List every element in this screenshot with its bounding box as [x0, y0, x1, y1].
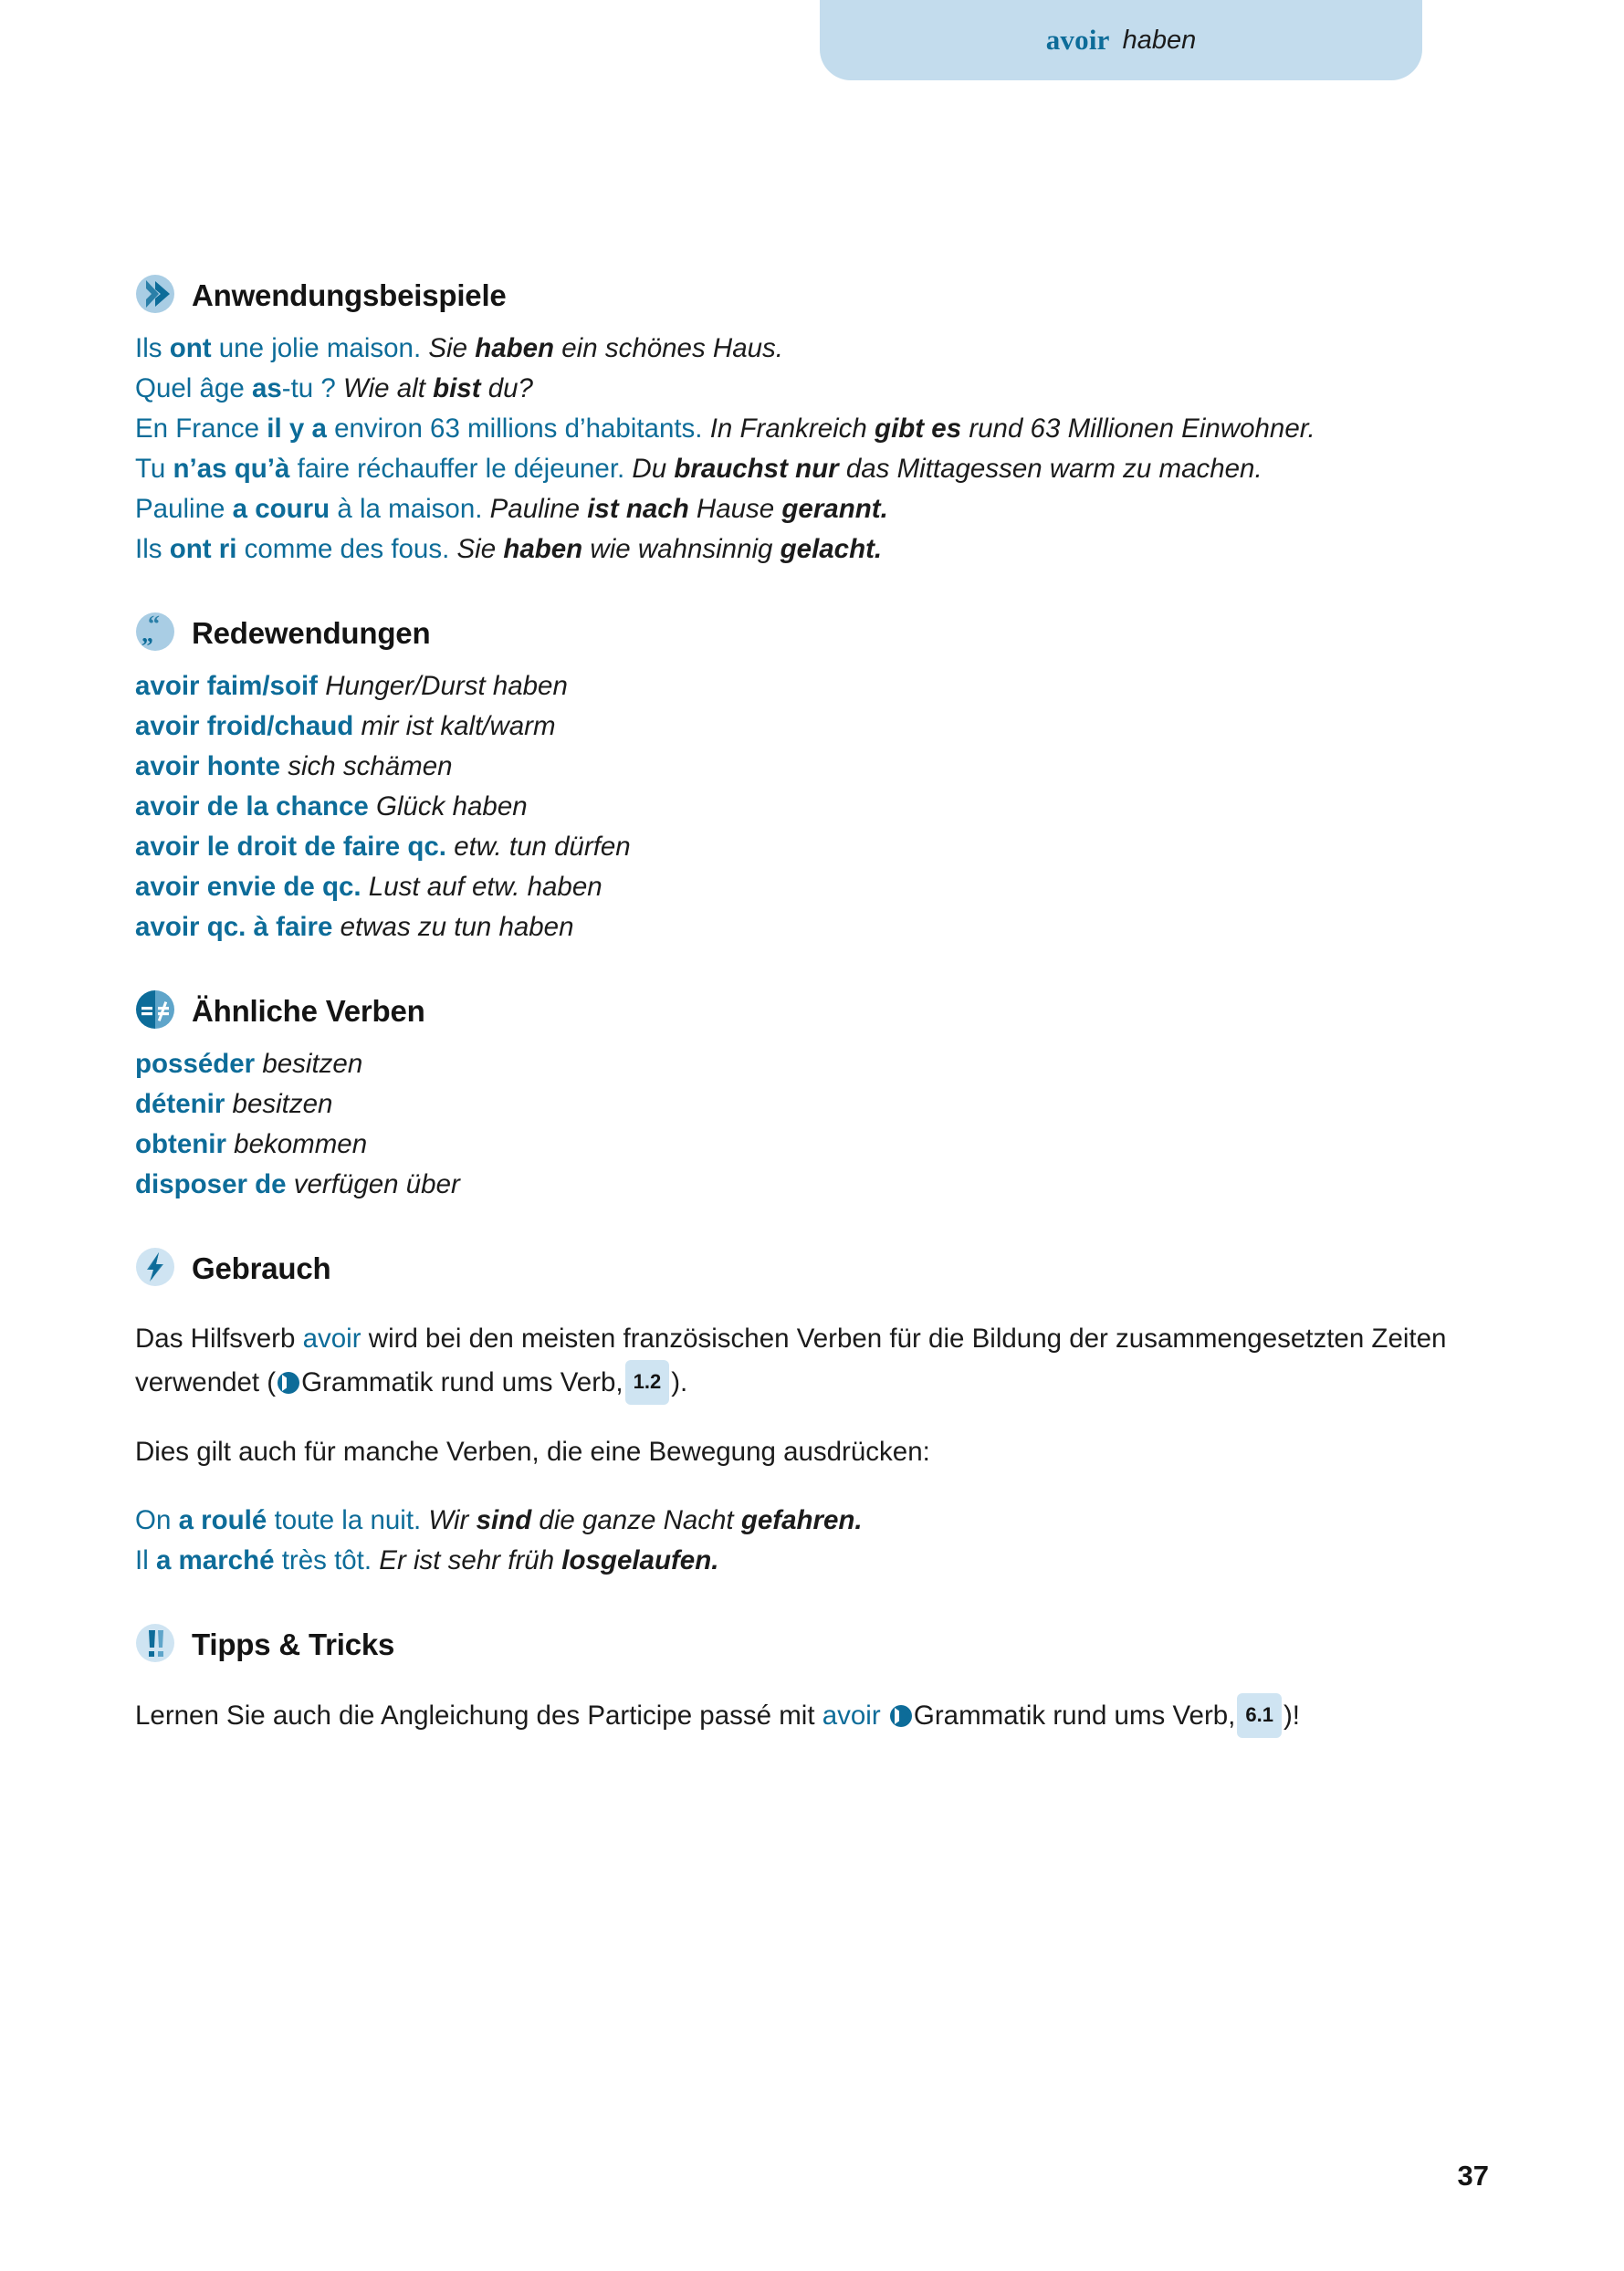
example-fr-pre: Pauline: [135, 494, 233, 524]
example-de-bold: haben: [503, 534, 583, 564]
example-de-pre: Sie: [421, 333, 476, 363]
svg-text:“: “: [148, 612, 160, 637]
usage-text-3: ).: [671, 1366, 688, 1397]
idiom-fr: avoir de la chance: [135, 791, 369, 822]
usage-fr-bold: a roulé: [178, 1504, 267, 1535]
section-tips-title: Tipps & Tricks: [192, 1627, 395, 1661]
section-similar-verbs: [135, 989, 1450, 1205]
example-fr-bold: n’as qu’à: [173, 454, 290, 484]
idiom-de: Lust auf etw. haben: [361, 872, 602, 902]
similar-verb-de: bekommen: [225, 1129, 368, 1159]
idiom-fr: avoir faim/soif: [135, 671, 319, 701]
usage-de-pre: Wir: [421, 1504, 477, 1535]
reference-badge[interactable]: 6.1: [1237, 1693, 1282, 1738]
idiom-line: [135, 827, 1450, 867]
section-usage: [135, 1247, 1450, 1581]
spacer: [135, 1586, 1450, 1623]
section-examples-header: [135, 274, 1450, 318]
example-fr-bold: il y a: [267, 413, 327, 444]
example-de-pre: In Frankreich: [702, 413, 875, 444]
similar-verb-line: [135, 1044, 1450, 1084]
idiom-line: [135, 907, 1450, 947]
example-fr-bold: ont: [169, 333, 212, 363]
chapter-header-tab: [820, 0, 1422, 80]
idiom-de: etwas zu tun haben: [332, 912, 574, 942]
usage-de-post: die ganze Nacht: [531, 1504, 741, 1535]
section-usage-header: [135, 1247, 1450, 1291]
example-de-post: das Mittagessen warm zu machen.: [838, 454, 1263, 484]
example-de-bold2: gerannt.: [781, 494, 888, 524]
example-de-pre: Pauline: [482, 494, 588, 524]
example-de-pre: Du: [624, 454, 675, 484]
idiom-fr: avoir qc. à faire: [135, 912, 333, 942]
example-de-post: ein schönes Haus.: [554, 333, 783, 363]
usage-fr-bold: a marché: [155, 1544, 275, 1575]
section-tips-header: [135, 1623, 1450, 1667]
double-chevron-icon: [135, 274, 175, 318]
idiom-fr: avoir froid/chaud: [135, 711, 354, 741]
example-line: [135, 529, 1450, 570]
usage-ref-text: Grammatik rund ums Verb,: [301, 1366, 623, 1397]
idiom-line: [135, 787, 1450, 827]
similar-verb-de: verfügen über: [286, 1169, 460, 1199]
idiom-fr: avoir le droit de faire qc.: [135, 832, 446, 862]
example-fr-post: faire réchauffer le déjeuner.: [289, 454, 625, 484]
exclamation-mark-icon: [135, 1623, 175, 1667]
tips-verb: avoir: [822, 1701, 881, 1731]
quotation-marks-icon: [135, 612, 175, 655]
example-de-bold: haben: [475, 333, 555, 363]
tips-text-3: )!: [1283, 1701, 1300, 1731]
section-usage-title: Gebrauch: [192, 1251, 331, 1285]
usage-fr-pre: Il: [135, 1544, 156, 1575]
similar-verb-fr: disposer de: [135, 1169, 287, 1199]
usage-de-bold: sind: [476, 1504, 532, 1535]
example-line: [135, 409, 1450, 449]
section-examples: [135, 274, 1450, 570]
idiom-de: mir ist kalt/warm: [353, 711, 556, 741]
example-de-bold: gibt es: [875, 413, 962, 444]
svg-text:„: „: [141, 621, 153, 647]
example-fr-post: une jolie maison.: [211, 333, 422, 363]
section-similar-verbs-title: Ähnliche Verben: [192, 994, 425, 1028]
reference-badge[interactable]: 1.2: [625, 1360, 670, 1405]
example-fr-pre: En France: [135, 413, 267, 444]
example-fr-bold: as: [251, 373, 282, 403]
similar-verb-fr: détenir: [135, 1089, 225, 1119]
tips-paragraph: [135, 1693, 1450, 1738]
similar-verb-line: [135, 1084, 1450, 1125]
cross-reference-arrow-icon: [889, 1704, 913, 1728]
header-verb-german: haben: [1122, 25, 1197, 55]
section-idioms: [135, 612, 1450, 947]
example-fr-post: -tu ?: [281, 373, 336, 403]
usage-text-2: wird bei den meisten französischen Verben für die Bildung der zusammengesetzten Zeiten verwendet (: [135, 1323, 1447, 1397]
usage-fr-post: toute la nuit.: [267, 1504, 422, 1535]
tips-text-1: Lernen Sie auch die Angleichung des Participe passé mit: [135, 1701, 822, 1731]
example-fr-bold: a couru: [232, 494, 330, 524]
example-fr-post: à la maison.: [330, 494, 483, 524]
similar-verb-line: [135, 1165, 1450, 1205]
section-examples-title: Anwendungsbeispiele: [192, 278, 507, 312]
usage-paragraph-2: [135, 1431, 1450, 1473]
spacer: [135, 575, 1450, 612]
idiom-line: [135, 747, 1450, 787]
example-fr-post: environ 63 millions d’habitants.: [326, 413, 703, 444]
usage-text-4: Dies gilt auch für manche Verben, die eine Bewegung ausdrücken:: [135, 1437, 930, 1467]
example-line: [135, 449, 1450, 489]
section-tips: [135, 1623, 1450, 1739]
example-fr-pre: Tu: [135, 454, 173, 484]
example-fr-pre: Ils: [135, 333, 170, 363]
example-line: [135, 369, 1450, 409]
idiom-line: [135, 706, 1450, 747]
section-similar-verbs-header: [135, 989, 1450, 1033]
usage-example-line: [135, 1541, 1450, 1581]
example-line: [135, 329, 1450, 369]
example-de-post: wie wahnsinnig: [582, 534, 781, 564]
section-idioms-header: [135, 612, 1450, 655]
example-de-pre: Wie alt: [335, 373, 434, 403]
page-number: 37: [1457, 2160, 1489, 2192]
usage-fr-pre: On: [135, 1504, 179, 1535]
tips-text-2: [881, 1701, 888, 1731]
example-de-post: Hause: [688, 494, 782, 524]
usage-de-bold2: gefahren.: [740, 1504, 863, 1535]
similar-verb-line: [135, 1125, 1450, 1165]
example-de-bold: brauchst nur: [674, 454, 839, 484]
example-de-bold: bist: [433, 373, 481, 403]
equals-notequals-icon: [135, 989, 175, 1033]
idiom-de: Hunger/Durst haben: [318, 671, 568, 701]
similar-verb-de: besitzen: [255, 1049, 363, 1079]
example-de-post: du?: [480, 373, 533, 403]
cross-reference-arrow-icon: [277, 1371, 300, 1395]
idiom-line: [135, 867, 1450, 907]
idiom-de: sich schämen: [280, 751, 453, 781]
example-de-pre: Sie: [449, 534, 504, 564]
spacer: [135, 1210, 1450, 1247]
example-de-bold: ist nach: [587, 494, 689, 524]
example-fr-pre: Ils: [135, 534, 170, 564]
idiom-de: Glück haben: [368, 791, 528, 822]
example-fr-post: comme des fous.: [236, 534, 450, 564]
idiom-fr: avoir envie de qc.: [135, 872, 361, 902]
tips-ref-text: Grammatik rund ums Verb,: [913, 1701, 1236, 1731]
idiom-de: etw. tun dürfen: [446, 832, 631, 862]
example-fr-pre: Quel âge: [135, 373, 252, 403]
header-verb-french: avoir: [1045, 24, 1110, 56]
idiom-line: [135, 666, 1450, 706]
example-de-post: rund 63 Millionen Einwohner.: [961, 413, 1315, 444]
usage-example-line: [135, 1501, 1450, 1541]
similar-verb-fr: obtenir: [135, 1129, 226, 1159]
usage-de-bold: losgelaufen.: [561, 1544, 719, 1575]
spacer: [135, 953, 1450, 989]
lightning-bolt-icon: [135, 1247, 175, 1291]
usage-fr-post: très tôt.: [274, 1544, 372, 1575]
usage-de-pre: Er ist sehr früh: [372, 1544, 562, 1575]
usage-text-1: Das Hilfsverb: [135, 1323, 303, 1354]
example-line: [135, 489, 1450, 529]
usage-paragraph: [135, 1318, 1450, 1405]
similar-verb-fr: posséder: [135, 1049, 256, 1079]
similar-verb-de: besitzen: [225, 1089, 333, 1119]
section-idioms-title: Redewendungen: [192, 616, 431, 650]
idiom-fr: avoir honte: [135, 751, 280, 781]
example-fr-bold: ont ri: [169, 534, 237, 564]
page-content: [135, 274, 1450, 1765]
example-de-bold2: gelacht.: [780, 534, 883, 564]
usage-verb: avoir: [302, 1323, 361, 1354]
